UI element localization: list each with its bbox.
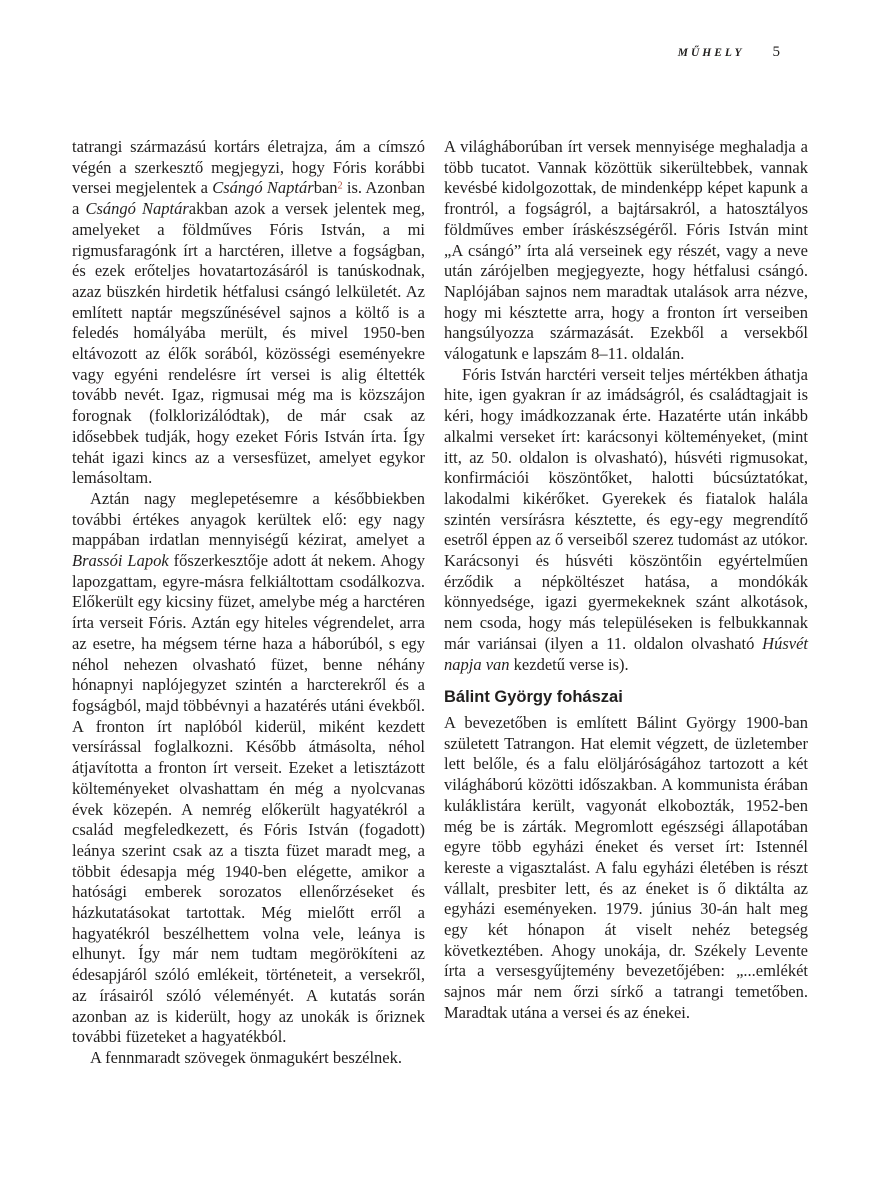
paragraph: A bevezetőben is említett Bálint György 1900-ban született Tatrangon. Hat elemit végzett, de üzletember lett belőle, és a falu elöljáróságához tartozott a két világháború közötti időszakban. A kommunista érában kuláklistára került, vagyonát elkobozták, 1952-ben még be is zárták. Megromlott egészségi állapotában egyre több egyházi éneket és verset írt: Istennél kereste a vigasztalást. A falu egyházi életében is részt vállalt, presbiter lett, és az éneket is ő diktálta az egyházi eseményeken. 1979. június 30-án halt meg egy két hónapon át viselt nehéz betegség következtében. Ahogy unokája, dr. Székely Levente írta a versesgyűjtemény bevezetőjében: „...emlékét sajnos már nem őrzi sírkő a tatrangi temetőben. Maradtak utána a versei és az énekei. — [444, 712, 808, 1022]
footnote-reference: 2 — [337, 180, 343, 192]
emphasized-text: Csángó Naptár — [85, 199, 189, 219]
emphasized-text: Csángó Naptár — [212, 178, 314, 198]
right-column — [444, 137, 808, 1069]
two-column-text-body — [72, 137, 808, 1069]
paragraph: tatrangi származású kortárs életrajza, ám a címszó végén a szerkesztő megjegyzi, hogy Fóris korábbi versei megjelentek a Csángó Naptárban$^2$ is. Azonban a Csángó Naptárakban azok a versek jelentek meg, amelyeket a földműves Fóris István, a mi rigmusfaragónk írt a harctéren, illetve a fogságban, és ezek erőteljes hovatartozásáról is tanúskodnak, azaz büszkén hirdetik hétfalusi csángó lelkületét. Az említett naptár megszűnésével sajnos a költő is a feledés homályába merült, és mivel 1950-ben eltávozott az élők sorából, közösségi eseményekre vagy egyéni rendelésre írt versei is alig éltették tovább nevét. Igaz, rigmusai még ma is közszájon forognak (folklorizálódtak), de már csak az idősebbek tudják, hogy ezeket Fóris István írta. Így tehát igazi kincs az a versesfüzet, amelyet egykor lemásoltam. — [72, 137, 426, 488]
page-header — [0, 44, 780, 61]
emphasized-text: Húsvét napja van — [444, 633, 808, 674]
left-column — [72, 137, 425, 1069]
paragraph: A világháborúban írt versek mennyisége meghaladja a több tucatot. Vannak közöttük sikerültebbek, vannak kevésbé kidolgozottak, de mindenképp képet kapunk a frontról, a fogságról, a bajtársakról, a hatosztályos földműves ember íráskészségéről. Fóris István mint „A csángó” írta alá verseinek egy részét, vagy a neve után zárójelben megjegyezte, hogy hétfalusi csángó. Naplójában sajnos nem maradtak utalások arra nézve, hogy mi késztette arra, hogy a fronton írt verseiben hangsúlyozza származását. Ezekből a versekből válogatunk e lapszám 8–11. oldalán. — [444, 137, 808, 364]
paragraph: Fóris István harctéri verseit teljes mértékben áthatja hite, igen gyakran ír az imádságról, és családtagjait is kéri, hogy imádkozzanak érte. Hazatérte után inkább alkalmi verseket írt: karácsonyi költeményeket, (mint itt, az 50. oldalon is olvasható), húsvéti rigmusokat, konfirmációi köszöntőket, halotti búcsúztatókat, lakodalmi kikérőket. Gyerekek és fiatalok halála szintén versírásra késztette, és egy-egy megrendítő esetről éppen az ő verseiből szerez tudomást az utókor. Karácsonyi és húsvéti köszöntőin egyértelműen érződik a népköltészet hatása, a mondókák könnyedsége, igazi gyermekeknek szánt alkotások, nem csoda, hogy más településeken is felbukkannak már variánsai (ilyen a 11. oldalon olvasható Húsvét napja van kezdetű verse is). — [444, 364, 808, 674]
section-heading: Bálint György fohászai — [444, 688, 623, 707]
journal-section-title: MŰHELY — [677, 47, 745, 59]
paragraph: A fennmaradt szövegek önmagukért beszélnek. — [90, 1047, 403, 1067]
paragraph: Aztán nagy meglepetésemre a későbbiekben további értékes anyagok kerültek elő: egy nagy mappában irdatlan mennyiségű kézirat, amelyet a Brassói Lapok főszerkesztője adott át nekem. Ahogy lapozgattam, egyre-másra felkiáltottam csodálkozva. Előkerült egy kicsiny füzet, amelybe még a harctéren írta verseit Fóris. Aztán egy hiteles végrendelet, arra az esetre, ha mégsem térne haza a háborúból, s egy néhol nehezen olvasható füzet, benne néhány hónapnyi naplójegyzet szintén a harcterekről és a fogságból, majd többévnyi a hazatérés utáni évekből. A fronton írt naplóból kiderül, miként kezdett versírással foglalkozni. Később átmásolta, néhol átjavította a fronton írt verseit. Ezeket a letisztázott költeményeket olvashattam én még a nyolcvanas évek közepén. A nemrég előkerült hagyatékról a család megfeledkezett, és Fóris István (fogadott) leánya szerint csak az a tiszta füzet maradt meg, a többit édesapja még 1940-ben elégette, amikor a hatósági emberek sorozatos ellenőrzéseket és házkutatásokat tartottak. Még mielőtt erről a hagyatékról beszélhettem volna vele, leánya is elhunyt. Így már nem tudtam megörökíteni az édesapjáról szóló emlékeit, történeteit, a versekről, az írásairól szóló véleményét. A kutatás során azonban az is kiderült, hogy az unokák is őriznek további füzeteket a hagyatékból. — [72, 488, 425, 1047]
emphasized-text: Brassói Lapok — [72, 551, 169, 571]
page-number: 5 — [772, 44, 780, 60]
